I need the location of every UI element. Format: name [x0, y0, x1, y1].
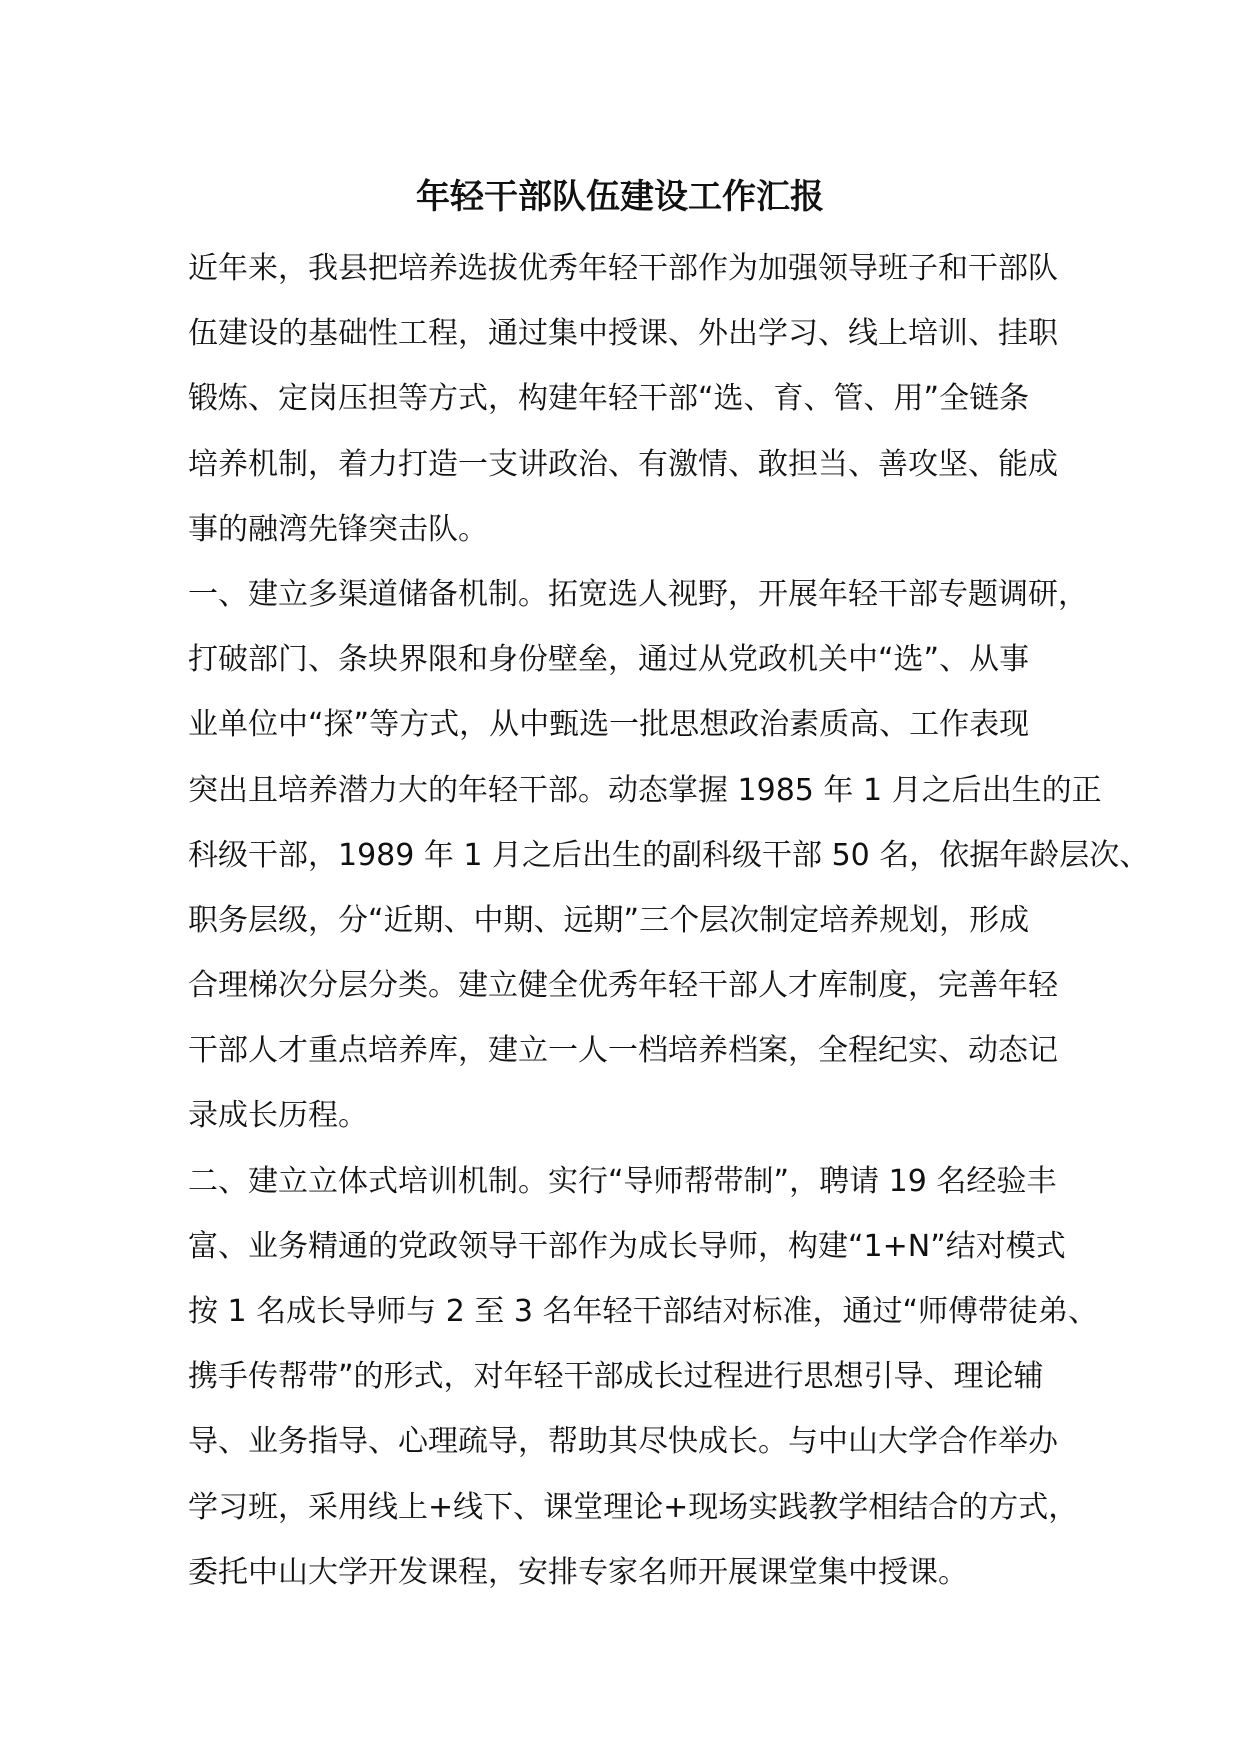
text-line: 业单位中“探”等方式，从中甄选一批思想政治素质高、工作表现	[188, 707, 1030, 743]
text-line: 富、业务精通的党政领导干部作为成长导师，构建“1+N”结对模式	[188, 1228, 1066, 1264]
paragraph-section-one	[188, 562, 1150, 1149]
text-line: 突出且培养潜力大的年轻干部。动态掌握 1985 年 1 月之后出生的正	[188, 772, 1102, 808]
text-line: 携手传帮带”的形式，对年轻干部成长过程进行思想引导、理论辅	[188, 1359, 1044, 1395]
text-line: 科级干部，1989 年 1 月之后出生的副科级干部 50 名，依据年龄层次、	[188, 837, 1150, 873]
document-title: 年轻干部队伍建设工作汇报	[416, 177, 824, 217]
text-line: 合理梯次分层分类。建立健全优秀年轻干部人才库制度，完善年轻	[188, 968, 1058, 1004]
text-line: 干部人才重点培养库，建立一人一档培养档案，全程纪实、动态记	[188, 1033, 1058, 1069]
text-line: 锻炼、定岗压担等方式，构建年轻干部“选、育、管、用”全链条	[188, 381, 1030, 417]
text-line: 二、建立立体式培训机制。实行“导师帮带制”，聘请 19 名经验丰	[188, 1163, 1057, 1199]
text-line: 打破部门、条块界限和身份壁垒，通过从党政机关中“选”、从事	[188, 642, 1030, 678]
text-line: 委托中山大学开发课程，安排专家名师开展课堂集中授课。	[188, 1554, 968, 1590]
text-line: 学习班，采用线上+线下、课堂理论+现场实践教学相结合的方式，	[188, 1489, 1079, 1525]
text-line: 录成长历程。	[188, 1098, 368, 1134]
document-body	[188, 236, 1150, 1605]
paragraph-intro	[188, 236, 1068, 562]
text-line: 事的融湾先锋突击队。	[188, 511, 488, 547]
text-line: 职务层级，分“近期、中期、远期”三个层次制定培养规划，形成	[188, 902, 1030, 938]
text-line: 近年来，我县把培养选拔优秀年轻干部作为加强领导班子和干部队	[188, 251, 1058, 286]
text-line: 伍建设的基础性工程，通过集中授课、外出学习、线上培训、挂职	[188, 316, 1058, 352]
paragraph-section-two	[188, 1149, 1099, 1605]
text-line: 导、业务指导、心理疏导，帮助其尽快成长。与中山大学合作举办	[188, 1424, 1058, 1460]
text-line: 按 1 名成长导师与 2 至 3 名年轻干部结对标准，通过“师傅带徒弟、	[188, 1294, 1099, 1329]
text-line: 一、建立多渠道储备机制。拓宽选人视野，开展年轻干部专题调研，	[188, 576, 1088, 612]
text-line: 培养机制，着力打造一支讲政治、有激情、敢担当、善攻坚、能成	[188, 446, 1058, 482]
